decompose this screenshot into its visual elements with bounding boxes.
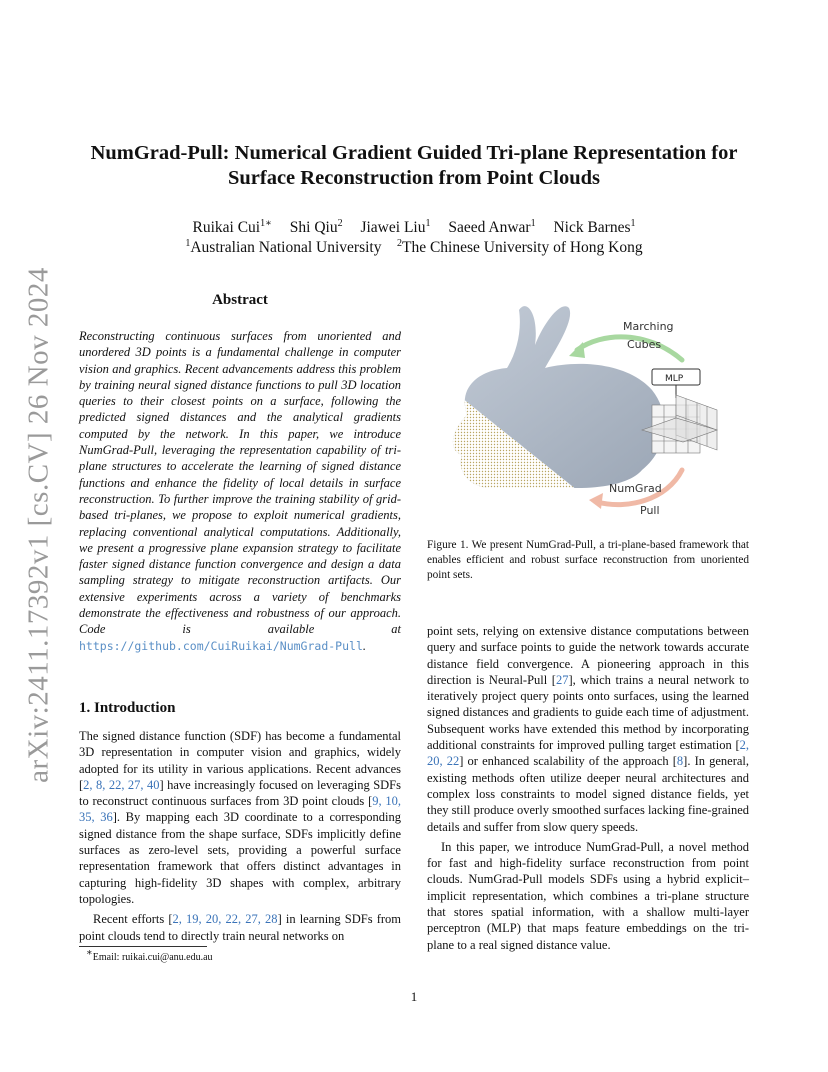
label-marching: Marching [623,320,674,333]
citation-link[interactable]: 2, 19, 20, 22, 27, 28 [172,912,278,927]
paragraph: point sets, relying on extensive distance computations between query and surface points to guide the network towards accurate distance field convergence. A pioneering approach in this direction is Neural-Pull [27], which trains a neural network to iteratively project query points onto surfaces, using the learned signed distances and gradients to guide each time of adjustment. Subsequent works have extended this method by incorporating additional constraints for improved pulling target estimation [2, 20, 22] or enhanced scalability of the approach [8]. In general, existing methods often utilize deeper neural architectures and complex loss constraints to model signed distance fields, yet they still produce overly smoothed surfaces lacking fine-grained details and suffer from slow query speeds. [427,624,750,834]
author-block [90,218,738,258]
label-pull: Pull [640,504,660,517]
author: Jiawei Liu$^1$ [360,217,431,236]
page-number: 1 [410,989,418,1004]
abstract-heading: Abstract [212,292,268,308]
figure-caption: Figure 1. We present NumGrad-Pull, a tri-plane-based framework that enables efficient and robust surface reconstruction from unoriented point sets. [427,539,749,581]
affiliation: $^2$The Chinese University of Hong Kong [396,237,643,256]
footnote-divider [79,946,207,947]
label-numgrad: NumGrad [609,482,662,495]
paragraph: Recent efforts [2, 19, 20, 22, 27, 28] in learning SDFs from point clouds tend to directly train neural networks on [79,912,402,943]
label-mlp: MLP [665,374,684,384]
abstract-text: Reconstructing continuous surfaces from unoriented and unordered 3D points is a fundamental challenge in computer vision and graphics. Recent advancements address this problem by training neural signed distance functions to pull 3D location queries to their closest points on a surface, following the predicted signed distances and the analytical gradients computed by the network. In this paper, we introduce NumGrad-Pull, leveraging the representation capability of tri-plane structures to accelerate the learning of signed distance functions and enhance the fidelity of local details in surface reconstruction. To further improve the training stability of grid-based tri-planes, we propose to exploit numerical gradients, replacing conventional analytical computations. Additionally, we present a progressive plane expansion strategy to facilitate faster signed distance function convergence and design a data sampling strategy to mitigate reconstruction artifacts. Our extensive experiments across a variety of benchmarks demonstrate the effectiveness and robustness of our approach. Code is available at https://github.com/CuiRuikai/NumGrad-Pull. [79,329,401,653]
citation-link[interactable]: 27 [555,672,569,687]
paragraph: In this paper, we introduce NumGrad-Pull, a novel method for fast and high-fidelity surface reconstruction from point clouds. NumGrad-Pull models SDFs using a hybrid explicit–implicit representation, which combines a tri-plane structure that stores spatial information, with a shallow multi-layer perceptron (MLP) that maps feature embeddings on the tri-plane to a real signed distance value. [427,839,749,952]
arxiv-stamp: arXiv:2411.17392v1 [cs.CV] 26 Nov 2024 [22,267,55,783]
footnote: ∗Email: ruikai.cui@anu.edu.au [86,947,213,963]
author: Ruikai Cui$^{1∗}$ [192,217,272,236]
section-heading: 1. Introduction [79,700,176,716]
author: Nick Barnes$^1$ [553,217,636,236]
label-cubes: Cubes [627,338,662,351]
author: Shi Qiu$^2$ [289,217,343,236]
citation-link[interactable]: 2, 8, 22, 27, 40 [83,777,160,792]
author-list [90,218,738,238]
figure-1 [427,290,749,530]
paper-title: NumGrad-Pull: Numerical Gradient Guided Tri-plane Representation for Surface Reconstruction from Point Clouds [90,142,738,189]
citation-link[interactable]: 8 [676,754,684,769]
paragraph: The signed distance function (SDF) has become a fundamental 3D representation in computer vision and graphics, widely adopted for its utility in various applications. Recent advances [2, 8, 22, 27, 40] have increasingly focused on leveraging SDFs to reconstruct continuous surfaces from 3D point clouds [9, 10, 35, 36]. By mapping each 3D coordinate to a corresponding signed distance from the shape surface, SDFs implicitly define surfaces as zero-level sets, providing a powerful surface representation framework that offers distinct advantages in capturing high-fidelity 3D shapes with complex, arbitrary topologies. [79,729,402,906]
figure-illustration [427,290,749,530]
citation-link[interactable]: 2, 20, 22 [427,738,749,769]
affiliation: $^1$Australian National University [185,237,382,256]
affiliation-list [90,238,738,258]
code-link[interactable]: https://github.com/CuiRuikai/NumGrad-Pull [79,638,363,653]
citation-link[interactable]: 9, 10, 35, 36 [79,794,401,825]
intro-left-column [79,728,401,944]
intro-right-column [427,623,749,953]
author: Saeed Anwar$^1$ [448,217,536,236]
